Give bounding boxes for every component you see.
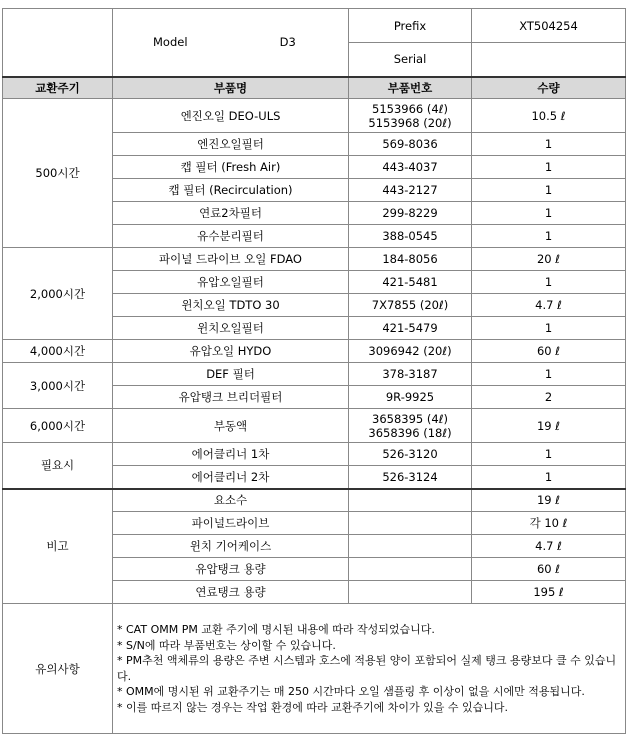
notes-content	[113, 604, 626, 734]
remarks-row	[3, 489, 626, 512]
serial-label: Serial	[349, 43, 472, 77]
part-number-line: 421-5479	[382, 321, 438, 335]
part-name-cell: 유압오일 HYDO	[113, 340, 349, 363]
part-name-cell: 캡 필터 (Fresh Air)	[113, 156, 349, 179]
part-name-cell: 윈치오일 TDTO 30	[113, 294, 349, 317]
interval-cell: 2,000시간	[3, 248, 113, 340]
table-row	[3, 340, 626, 363]
part-name-cell: 유압탱크 브리더필터	[113, 386, 349, 409]
quantity-cell: 1	[472, 202, 626, 225]
part-number-cell	[349, 179, 472, 202]
notes-label: 유의사항	[3, 604, 113, 734]
interval-cell: 500시간	[3, 99, 113, 248]
remark-name-cell: 윈치 기어케이스	[113, 535, 349, 558]
part-number-cell	[349, 225, 472, 248]
part-name-cell: 에어클리너 1차	[113, 443, 349, 466]
quantity-cell: 10.5 ℓ	[472, 99, 626, 133]
quantity-cell: 4.7 ℓ	[472, 294, 626, 317]
col-header-part-name: 부품명	[113, 77, 349, 99]
note-line: * OMM에 명시된 위 교환주기는 매 250 시간마다 오일 샘플링 후 이상이 없을 시에만 적용됩니다.	[117, 685, 585, 698]
part-number-line: 3096942 (20ℓ)	[368, 344, 452, 358]
part-number-line: 3658396 (18ℓ)	[368, 425, 452, 440]
remark-blank-cell	[349, 512, 472, 535]
note-line: * CAT OMM PM 교환 주기에 명시된 내용에 따라 작성되었습니다.	[117, 623, 435, 636]
part-number-cell	[349, 294, 472, 317]
part-number-line: 526-3120	[382, 447, 438, 461]
table-row	[3, 99, 626, 133]
quantity-cell: 2	[472, 386, 626, 409]
remarks-label: 비고	[3, 489, 113, 604]
serial-value	[472, 43, 626, 77]
part-number-cell	[349, 409, 472, 443]
remark-blank-cell	[349, 581, 472, 604]
part-name-cell: 엔진오일필터	[113, 133, 349, 156]
part-number-line: 5153966 (4ℓ)	[372, 101, 448, 116]
col-header-quantity: 수량	[472, 77, 626, 99]
quantity-cell: 1	[472, 179, 626, 202]
part-number-cell	[349, 340, 472, 363]
remark-name-cell: 연료탱크 용량	[113, 581, 349, 604]
part-number-line: 378-3187	[382, 367, 438, 381]
part-number-cell	[349, 466, 472, 489]
header-blank	[3, 9, 113, 77]
table-row	[3, 363, 626, 386]
part-number-cell	[349, 202, 472, 225]
part-number-cell	[349, 386, 472, 409]
part-number-line: 443-4037	[382, 160, 438, 174]
part-number-line: 7X7855 (20ℓ)	[371, 298, 449, 312]
remark-qty-cell: 60 ℓ	[472, 558, 626, 581]
interval-cell: 3,000시간	[3, 363, 113, 409]
remark-blank-cell	[349, 535, 472, 558]
prefix-label: Prefix	[349, 9, 472, 43]
remark-qty-cell: 19 ℓ	[472, 489, 626, 512]
col-header-part-number: 부품번호	[349, 77, 472, 99]
notes-row	[3, 604, 626, 734]
quantity-cell: 19 ℓ	[472, 409, 626, 443]
col-header-interval: 교환주기	[3, 77, 113, 99]
table-row	[3, 409, 626, 443]
part-number-line: 569-8036	[382, 137, 438, 151]
quantity-cell: 1	[472, 133, 626, 156]
part-number-line: 3658395 (4ℓ)	[372, 411, 448, 426]
remark-blank-cell	[349, 558, 472, 581]
part-number-cell	[349, 271, 472, 294]
quantity-cell: 1	[472, 317, 626, 340]
part-name-cell: 파이널 드라이브 오일 FDAO	[113, 248, 349, 271]
quantity-cell: 20 ℓ	[472, 248, 626, 271]
quantity-cell: 1	[472, 225, 626, 248]
part-name-cell: DEF 필터	[113, 363, 349, 386]
quantity-cell: 1	[472, 466, 626, 489]
part-name-cell: 유압오일필터	[113, 271, 349, 294]
part-number-cell	[349, 156, 472, 179]
remark-blank-cell	[349, 489, 472, 512]
part-name-cell: 유수분리필터	[113, 225, 349, 248]
part-number-line: 421-5481	[382, 275, 438, 289]
quantity-cell: 1	[472, 443, 626, 466]
part-name-cell: 부동액	[113, 409, 349, 443]
part-number-line: 388-0545	[382, 229, 438, 243]
part-name-cell: 엔진오일 DEO-ULS	[113, 99, 349, 133]
note-line: * 이를 따르지 않는 경우는 작업 환경에 따라 교환주기에 차이가 있을 수 있습니다.	[117, 700, 508, 714]
part-number-cell	[349, 248, 472, 271]
remark-name-cell: 요소수	[113, 489, 349, 512]
note-line: * S/N에 따라 부품번호는 상이할 수 있습니다.	[117, 638, 336, 652]
part-number-line: 9R-9925	[385, 390, 435, 404]
part-number-line: 299-8229	[382, 206, 438, 220]
remark-name-cell: 파이널드라이브	[113, 512, 349, 535]
part-number-cell	[349, 363, 472, 386]
interval-cell: 필요시	[3, 443, 113, 489]
prefix-value: XT504254	[472, 9, 626, 43]
remark-qty-cell: 195 ℓ	[472, 581, 626, 604]
part-number-line: 184-8056	[382, 252, 438, 266]
remark-qty-cell: 각 10 ℓ	[472, 512, 626, 535]
part-name-cell: 에어클리너 2차	[113, 466, 349, 489]
interval-cell: 4,000시간	[3, 340, 113, 363]
model-value: D3	[228, 9, 349, 77]
table-row	[3, 248, 626, 271]
quantity-cell: 1	[472, 271, 626, 294]
part-number-cell	[349, 443, 472, 466]
remark-name-cell: 유압탱크 용량	[113, 558, 349, 581]
quantity-cell: 1	[472, 363, 626, 386]
part-number-line: 526-3124	[382, 469, 438, 484]
part-number-line: 5153968 (20ℓ)	[368, 115, 452, 130]
note-line: * PM추천 액체류의 용량은 주변 시스템과 호스에 적용된 양이 포함되어 실제 탱크 용량보다 클 수 있습니다.	[117, 654, 617, 683]
interval-cell: 6,000시간	[3, 409, 113, 443]
remark-qty-cell: 4.7 ℓ	[472, 535, 626, 558]
quantity-cell: 60 ℓ	[472, 340, 626, 363]
quantity-cell: 1	[472, 156, 626, 179]
part-number-cell	[349, 317, 472, 340]
model-label: Model	[113, 9, 228, 77]
part-number-cell	[349, 133, 472, 156]
part-name-cell: 연료2차필터	[113, 202, 349, 225]
part-name-cell: 윈치오일필터	[113, 317, 349, 340]
pm-parts-table	[2, 8, 626, 734]
table-row	[3, 443, 626, 466]
part-number-cell	[349, 99, 472, 133]
part-name-cell: 캡 필터 (Recirculation)	[113, 179, 349, 202]
part-number-line: 443-2127	[382, 183, 438, 197]
